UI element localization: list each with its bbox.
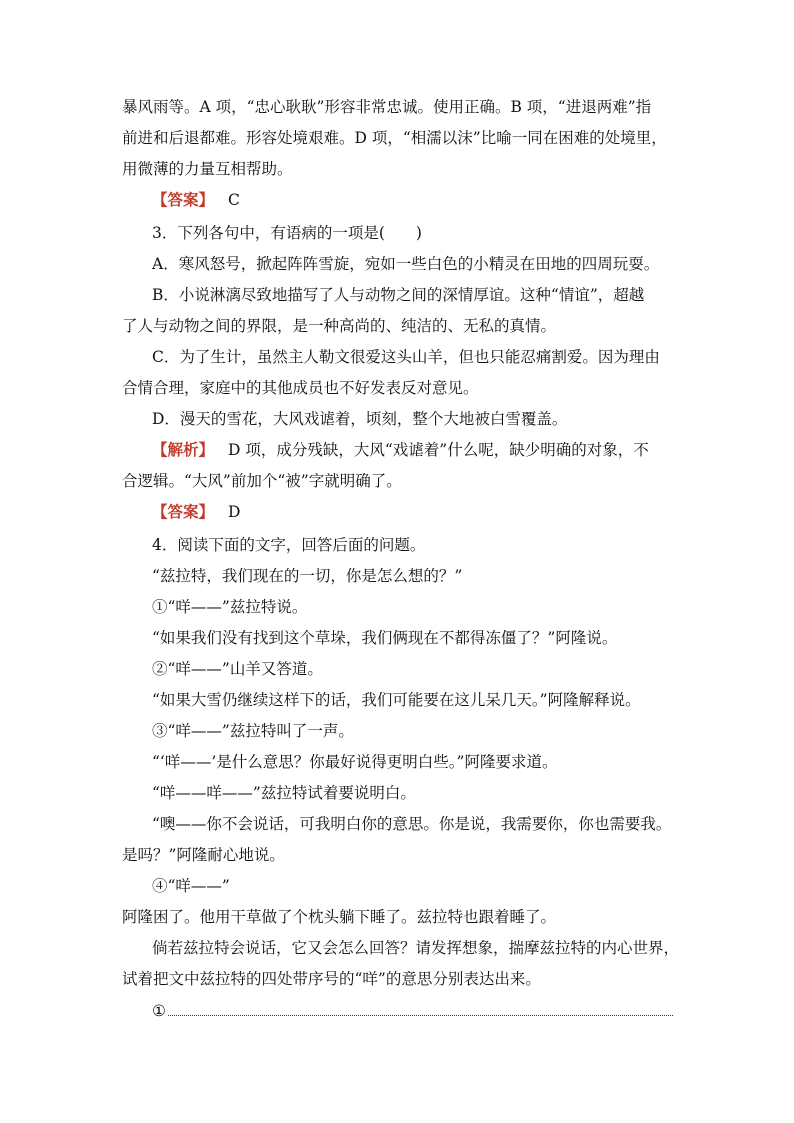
answer-label: 【答案】 bbox=[152, 502, 215, 521]
answer-line bbox=[152, 189, 712, 211]
analysis-text: D 项，成分残缺，大风“戏谑着”什么呢，缺少明确的对象，不 bbox=[228, 441, 649, 459]
question-stem: 3．下列各句中，有语病的一项是( ) bbox=[152, 224, 422, 242]
answer-line bbox=[152, 501, 712, 523]
answer-blank[interactable] bbox=[152, 1000, 682, 1022]
passage-line: “‘咩——’是什么意思？你最好说得更明白些。”阿隆要求道。 bbox=[152, 753, 558, 771]
passage-line: “咩——咩——”兹拉特试着要说明白。 bbox=[152, 784, 416, 802]
passage-line: ④“咩——” bbox=[152, 877, 230, 895]
passage-line: “如果大雪仍继续这样下的话，我们可能要在这儿呆几天。”阿隆解释说。 bbox=[152, 691, 641, 709]
passage-line: “噢——你不会说话，可我明白你的意思。你是说，我需要你，你也需要我。 bbox=[152, 815, 672, 833]
analysis-label: 【解析】 bbox=[152, 440, 215, 459]
answer-value: C bbox=[228, 191, 240, 209]
option-a: A．寒风怒号，掀起阵阵雪旋，宛如一些白色的小精灵在田地的四周玩耍。 bbox=[152, 255, 660, 273]
text-line: 暴风雨等。A 项，“忠心耿耿”形容非常忠诚。使用正确。B 项，“进退两难”指 bbox=[122, 98, 652, 116]
option-c: C．为了生计，虽然主人勒文很爱这头山羊，但也只能忍痛割爱。因为理由 bbox=[152, 348, 660, 366]
passage-line-cont: 是吗？”阿隆耐心地说。 bbox=[122, 846, 285, 864]
question-stem: 4．阅读下面的文字，回答后面的问题。 bbox=[152, 536, 426, 554]
option-d: D．漫天的雪花，大风戏谑着，顷刻，整个大地被白雪覆盖。 bbox=[152, 410, 568, 428]
task-line: 倘若兹拉特会说话，它又会怎么回答？请发挥想象，揣摩兹拉特的内心世界， bbox=[152, 939, 680, 957]
answer-label: 【答案】 bbox=[152, 190, 215, 209]
option-c-cont: 合情合理，家庭中的其他成员也不好发表反对意见。 bbox=[122, 379, 479, 397]
text-line: 用微薄的力量互相帮助。 bbox=[122, 160, 293, 178]
text-line: 前进和后退都难。形容处境艰难。D 项，“相濡以沫”比喻一同在困难的处境里， bbox=[122, 129, 667, 147]
analysis-cont: 合逻辑。“大风”前加个“被”字就明确了。 bbox=[122, 472, 402, 490]
blank-marker: ① bbox=[152, 1002, 166, 1020]
option-b: B．小说淋漓尽致地描写了人与动物之间的深情厚谊。这种“情谊”，超越 bbox=[152, 286, 645, 304]
task-line-cont: 试着把文中兹拉特的四处带序号的“咩”的意思分别表达出来。 bbox=[122, 970, 541, 988]
dotted-answer-line bbox=[168, 1003, 673, 1016]
passage-line: 阿隆困了。他用干草做了个枕头躺下睡了。兹拉特也跟着睡了。 bbox=[122, 908, 557, 926]
passage-line: ②“咩——”山羊又答道。 bbox=[152, 660, 323, 678]
passage-line: “兹拉特，我们现在的一切，你是怎么想的？” bbox=[152, 567, 463, 585]
option-b-cont: 了人与动物之间的界限，是一种高尚的、纯洁的、无私的真情。 bbox=[122, 317, 557, 335]
answer-value: D bbox=[228, 503, 241, 521]
analysis-line bbox=[152, 439, 712, 461]
passage-line: ③“咩——”兹拉特叫了一声。 bbox=[152, 722, 354, 740]
passage-line: ①“咩——”兹拉特说。 bbox=[152, 598, 308, 616]
passage-line: “如果我们没有找到这个草垛，我们俩现在不都得冻僵了？”阿隆说。 bbox=[152, 629, 618, 647]
